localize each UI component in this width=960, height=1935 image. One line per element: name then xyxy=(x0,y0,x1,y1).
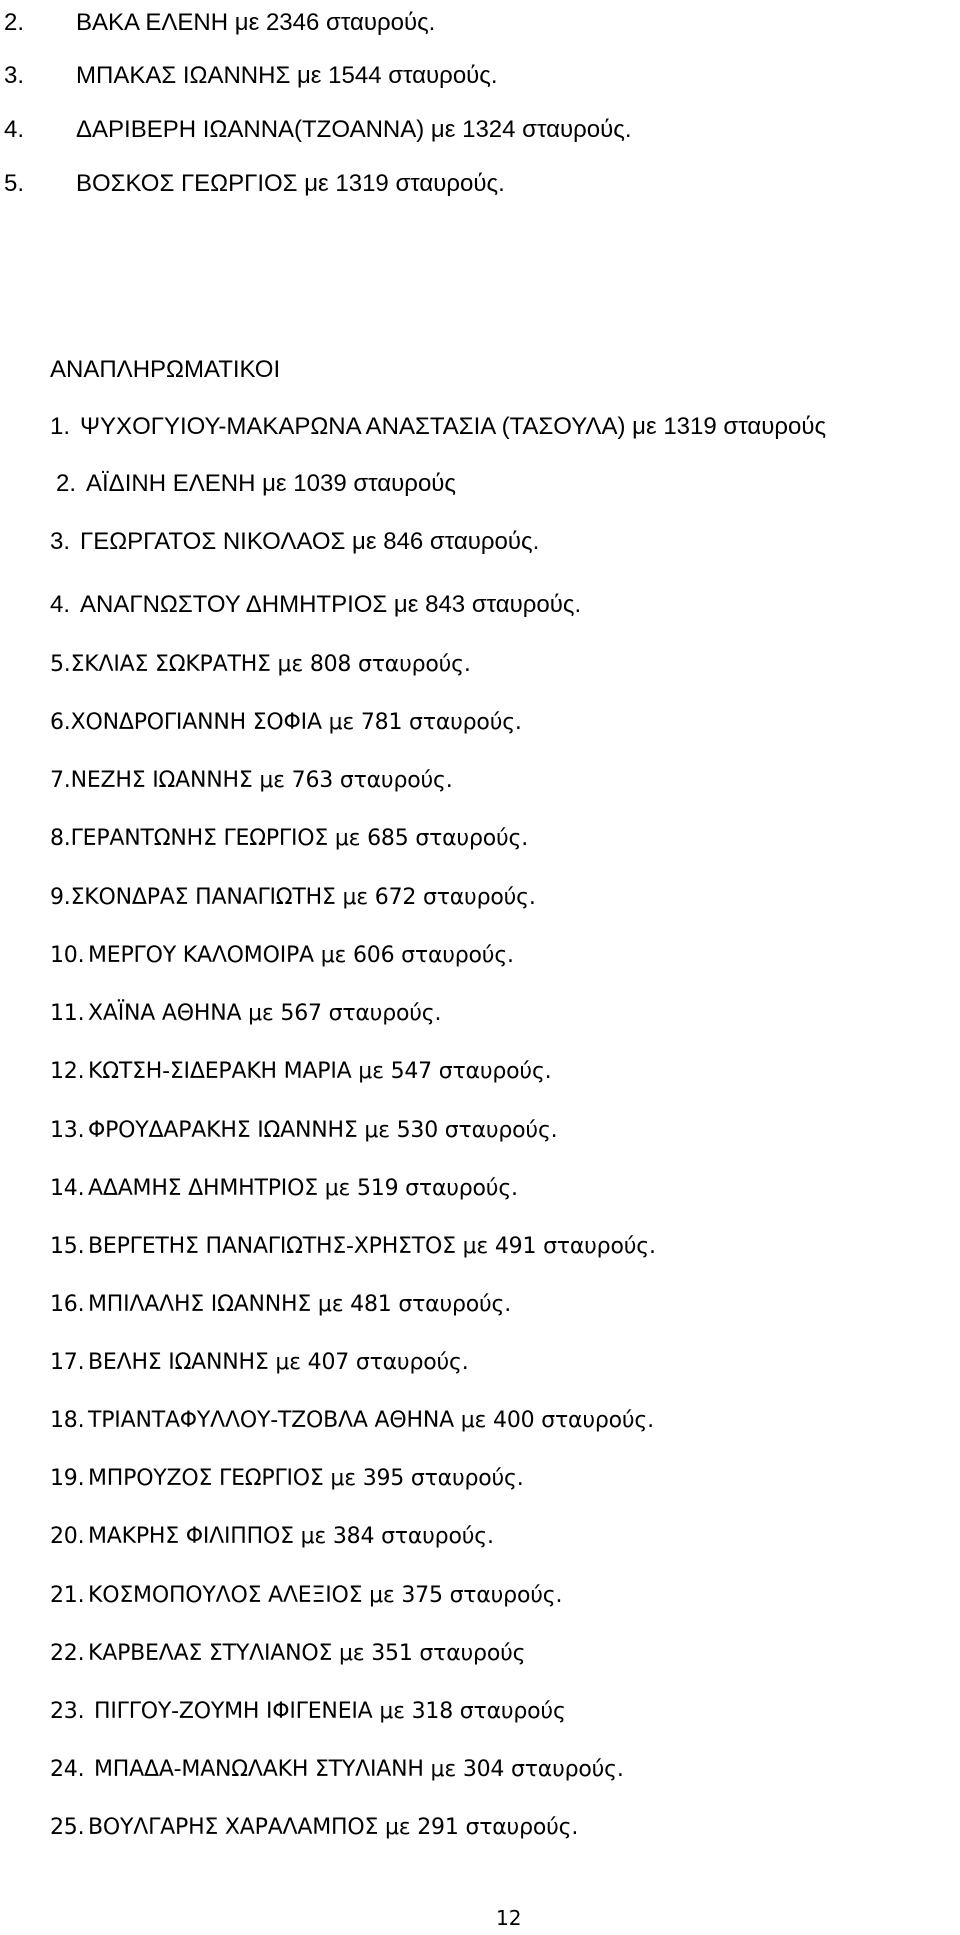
list-item-text: ΓΕΡΑΝΤΩΝΗΣ ΓΕΩΡΓΙΟΣ με 685 σταυρούς. xyxy=(70,826,529,851)
list-item-text: ΒΑΚΑ ΕΛΕΝΗ με 2346 σταυρούς. xyxy=(76,9,436,36)
list-item-number: 13. xyxy=(50,1118,85,1143)
list-item-number: 25. xyxy=(50,1815,85,1840)
list-item-text: ΑΔΑΜΗΣ ΔΗΜΗΤΡΙΟΣ με 519 σταυρούς. xyxy=(88,1176,518,1201)
list-item xyxy=(50,999,441,1029)
list-item xyxy=(50,883,536,913)
list-item-text: ΔΑΡΙΒΕΡΗ ΙΩΑΝΝΑ(ΤΖΟΑΝΝΑ) με 1324 σταυρούς. xyxy=(76,116,632,143)
list-item xyxy=(50,590,581,620)
list-item-number: 19. xyxy=(50,1466,85,1491)
list-item-text: ΑΝΑΓΝΩΣΤΟΥ ΔΗΜΗΤΡΙΟΣ με 843 σταυρούς. xyxy=(80,591,582,618)
list-item-text: ΨΥΧΟΓΥΙΟΥ-ΜΑΚΑΡΩΝΑ ΑΝΑΣΤΑΣΙΑ (ΤΑΣΟΥΛΑ) με 1319 σταυρούς xyxy=(80,413,827,440)
list-item xyxy=(4,169,505,199)
list-item xyxy=(50,766,453,796)
list-item-number: 10. xyxy=(50,943,85,968)
list-item xyxy=(4,8,435,38)
list-item-number: 5. xyxy=(50,652,71,677)
list-item xyxy=(50,1232,656,1262)
list-item-number: 2. xyxy=(4,9,25,36)
list-item-number: 1. xyxy=(50,413,71,440)
list-item-text: ΜΑΚΡΗΣ ΦΙΛΙΠΠΟΣ με 384 σταυρούς. xyxy=(88,1524,494,1549)
list-item-number: 6. xyxy=(50,710,71,735)
list-item-text: ΓΕΩΡΓΑΤΟΣ ΝΙΚΟΛΑΟΣ με 846 σταυρούς. xyxy=(80,528,540,555)
list-item-text: ΑΪΔΙΝΗ ΕΛΕΝΗ με 1039 σταυρούς xyxy=(86,470,456,497)
list-item xyxy=(50,708,522,738)
list-item xyxy=(4,61,498,91)
list-item-text: ΒΕΛΗΣ ΙΩΑΝΝΗΣ με 407 σταυρούς. xyxy=(88,1350,469,1375)
list-item-number: 17. xyxy=(50,1350,85,1375)
list-item-text: ΜΕΡΓΟΥ ΚΑΛΟΜΟΙΡΑ με 606 σταυρούς. xyxy=(88,943,514,968)
list-item xyxy=(50,527,539,557)
list-item-text: ΜΠΙΛΑΛΗΣ ΙΩΑΝΝΗΣ με 481 σταυρούς. xyxy=(88,1292,512,1317)
list-item-text: ΧΟΝΔΡΟΓΙΑΝΝΗ ΣΟΦΙΑ με 781 σταυρούς. xyxy=(70,710,522,735)
list-item xyxy=(50,1639,525,1669)
list-item xyxy=(50,1057,551,1087)
list-item-number: 3. xyxy=(4,62,25,89)
list-item-text: ΚΩΤΣΗ-ΣΙΔΕΡΑΚΗ ΜΑΡΙΑ με 547 σταυρούς. xyxy=(88,1059,552,1084)
list-item-text: ΜΠΡΟΥΖΟΣ ΓΕΩΡΓΙΟΣ με 395 σταυρούς. xyxy=(88,1466,524,1491)
list-item-number: 2. xyxy=(56,470,77,497)
list-item-number: 4. xyxy=(50,591,71,618)
list-item xyxy=(50,650,471,680)
list-item-text: ΦΡΟΥΔΑΡΑΚΗΣ ΙΩΑΝΝΗΣ με 530 σταυρούς. xyxy=(88,1118,558,1143)
list-item-text: ΜΠΑΔΑ-ΜΑΝΩΛΑΚΗ ΣΤΥΛΙΑΝΗ με 304 σταυρούς. xyxy=(94,1757,624,1782)
list-item xyxy=(50,1581,562,1611)
list-item xyxy=(4,115,631,145)
list-item-number: 11. xyxy=(50,1001,85,1026)
list-item-number: 14. xyxy=(50,1176,85,1201)
list-item xyxy=(50,1406,654,1436)
list-item-number: 7. xyxy=(50,768,71,793)
list-item-number: 22. xyxy=(50,1641,85,1666)
section-heading: ΑΝΑΠΛΗΡΩΜΑΤΙΚΟΙ xyxy=(50,356,281,383)
list-item-text: ΠΙΓΓΟΥ-ΖΟΥΜΗ ΙΦΙΓΕΝΕΙΑ με 318 σταυρούς xyxy=(94,1699,566,1724)
list-item xyxy=(50,1174,518,1204)
list-item-text: ΧΑΪΝΑ ΑΘΗΝΑ με 567 σταυρούς. xyxy=(88,1001,442,1026)
list-item-number: 15. xyxy=(50,1234,85,1259)
list-item xyxy=(50,412,826,442)
list-item xyxy=(50,1348,469,1378)
list-item-number: 9. xyxy=(50,885,71,910)
list-item xyxy=(50,1290,511,1320)
list-item-number: 12. xyxy=(50,1059,85,1084)
list-item xyxy=(56,469,456,499)
page-number: 12 xyxy=(496,1906,522,1930)
list-item-number: 24. xyxy=(50,1757,85,1782)
list-item-number: 16. xyxy=(50,1292,85,1317)
list-item-text: ΚΑΡΒΕΛΑΣ ΣΤΥΛΙΑΝΟΣ με 351 σταυρούς xyxy=(88,1641,526,1666)
list-item-text: ΣΚΟΝΔΡΑΣ ΠΑΝΑΓΙΩΤΗΣ με 672 σταυρούς. xyxy=(70,885,536,910)
list-item-number: 23. xyxy=(50,1699,85,1724)
list-item-text: ΤΡΙΑΝΤΑΦΥΛΛΟΥ-ΤΖΟΒΛΑ ΑΘΗΝΑ με 400 σταυρούς. xyxy=(88,1408,654,1433)
list-item-number: 8. xyxy=(50,826,71,851)
list-item-text: ΜΠΑΚΑΣ ΙΩΑΝΝΗΣ με 1544 σταυρούς. xyxy=(76,62,498,89)
list-item-number: 4. xyxy=(4,116,25,143)
list-item xyxy=(50,824,528,854)
list-item xyxy=(50,1755,624,1785)
list-item xyxy=(50,941,514,971)
list-item-number: 5. xyxy=(4,170,25,197)
list-item-number: 18. xyxy=(50,1408,85,1433)
list-item-text: ΝΕΖΗΣ ΙΩΑΝΝΗΣ με 763 σταυρούς. xyxy=(70,768,453,793)
list-item xyxy=(50,1697,566,1727)
list-item-text: ΣΚΛΙΑΣ ΣΩΚΡΑΤΗΣ με 808 σταυρούς. xyxy=(70,652,471,677)
list-item xyxy=(50,1522,494,1552)
list-item xyxy=(50,1464,524,1494)
list-item-number: 20. xyxy=(50,1524,85,1549)
list-item-number: 21. xyxy=(50,1583,85,1608)
list-item xyxy=(50,1116,557,1146)
list-item-number: 3. xyxy=(50,528,71,555)
list-item-text: ΒΟΥΛΓΑΡΗΣ ΧΑΡΑΛΑΜΠΟΣ με 291 σταυρούς. xyxy=(88,1815,579,1840)
list-item-text: ΒΕΡΓΕΤΗΣ ΠΑΝΑΓΙΩΤΗΣ-ΧΡΗΣΤΟΣ με 491 σταυρούς. xyxy=(88,1234,656,1259)
list-item xyxy=(50,1813,578,1843)
list-item-text: ΒΟΣΚΟΣ ΓΕΩΡΓΙΟΣ με 1319 σταυρούς. xyxy=(76,170,505,197)
list-item-text: ΚΟΣΜΟΠΟΥΛΟΣ ΑΛΕΞΙΟΣ με 375 σταυρούς. xyxy=(88,1583,563,1608)
